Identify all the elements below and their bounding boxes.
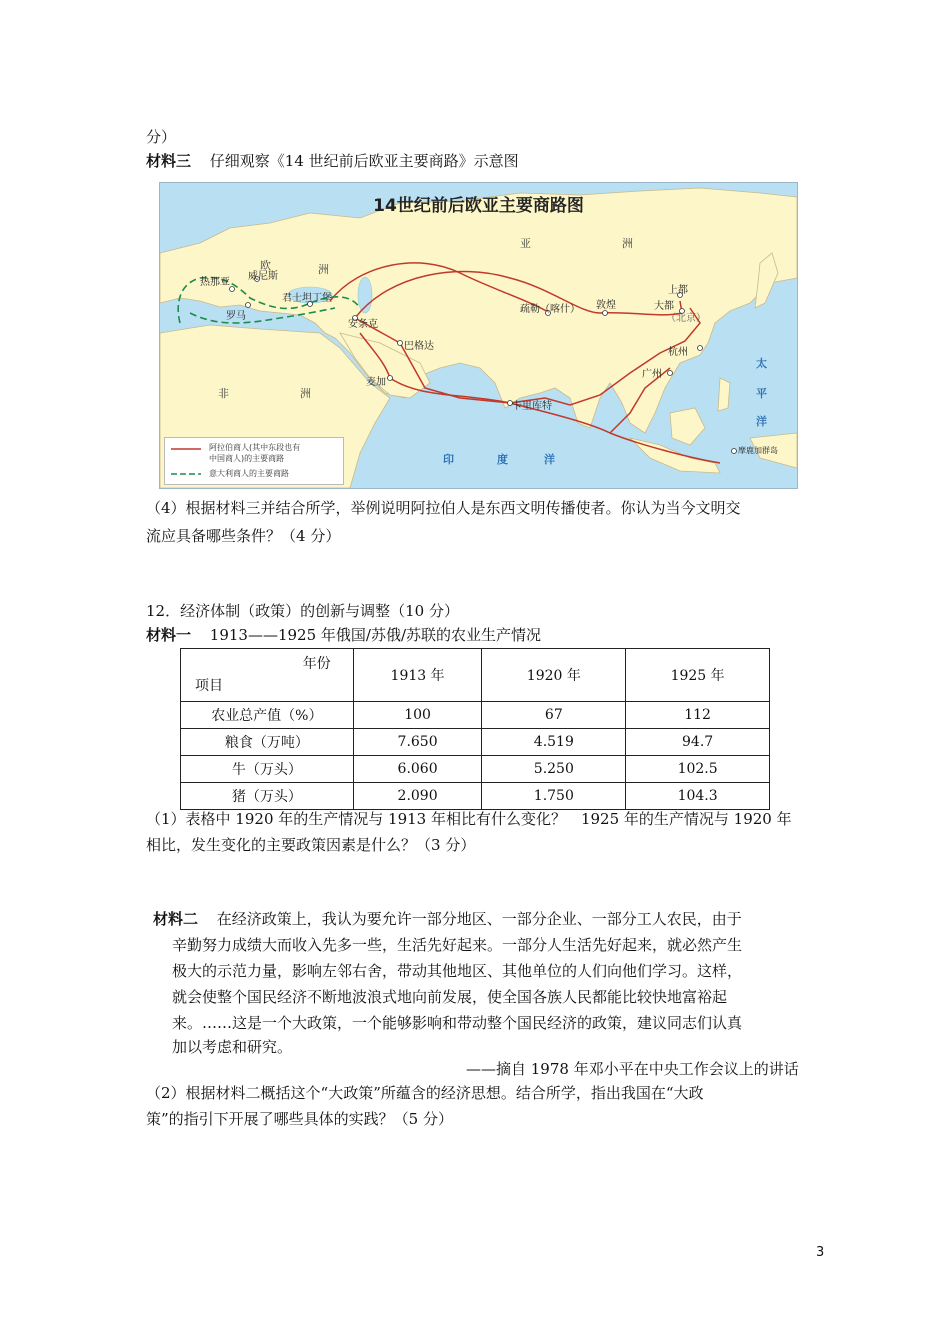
page-number: 3 bbox=[816, 1245, 825, 1260]
southeast-islands bbox=[630, 438, 720, 473]
q12-heading: 12．经济体制（政策）的创新与调整（10 分） bbox=[146, 602, 459, 620]
ocean-indian-2: 度 bbox=[497, 453, 508, 466]
region-africa-1: 非 bbox=[218, 387, 231, 400]
marker-moluccas bbox=[732, 449, 737, 454]
label-antioch: 安条克 bbox=[348, 319, 378, 330]
header-year-1920: 1920 年 bbox=[482, 649, 626, 702]
row-value: 6.060 bbox=[353, 756, 482, 783]
material1-heading bbox=[146, 625, 541, 645]
header-year: 年份 bbox=[302, 656, 331, 672]
label-shangdu: 上都 bbox=[668, 285, 688, 296]
row-value: 2.090 bbox=[353, 783, 482, 810]
row-value: 1.750 bbox=[482, 783, 626, 810]
row-value: 7.650 bbox=[353, 729, 482, 756]
material2-source: ——摘自 1978 年邓小平在中央工作会议上的讲话 bbox=[466, 1060, 799, 1078]
borneo-island bbox=[670, 408, 705, 445]
row-item: 农业总产值（%） bbox=[181, 702, 354, 729]
q12-1-line1: （1）表格中 1920 年的生产情况与 1913 年相比有什么变化？ 1925 年的生产情况与 1920 年 bbox=[146, 810, 792, 828]
label-calicut: 卡里库特 bbox=[512, 401, 552, 412]
q12-2-line1: （2）根据材料二概括这个“大政策”所蕴含的经济思想。结合所学，指出我国在“大政 bbox=[146, 1084, 704, 1102]
row-item: 猪（万头） bbox=[181, 783, 354, 810]
label-rome: 罗马 bbox=[226, 311, 246, 322]
label-venice: 威尼斯 bbox=[248, 271, 278, 282]
table-row bbox=[181, 729, 770, 756]
label-moluccas: 摩鹿加群岛 bbox=[738, 446, 778, 455]
material2-label: 材料二 bbox=[153, 910, 199, 928]
header-year-1913: 1913 年 bbox=[353, 649, 482, 702]
legend-arab-text bbox=[209, 442, 300, 464]
material2-line3: 极大的示范力量，影响左邻右舍，带动其他地区、其他单位的人们向他们学习。这样， bbox=[172, 962, 743, 980]
q4-line1: （4）根据材料三并结合所学，举例说明阿拉伯人是东西文明传播使者。你认为当今文明交 bbox=[146, 499, 741, 517]
table-corner-cell bbox=[181, 649, 354, 702]
legend-arab-line1: 阿拉伯商人(其中东段也有 bbox=[209, 443, 301, 452]
material2-line4: 就会使整个国民经济不断地波浪式地向前发展，使全国各族人民都能比较快地富裕起 bbox=[172, 988, 728, 1006]
material3-heading bbox=[146, 151, 519, 171]
marker-guangzhou bbox=[668, 371, 673, 376]
marker-dunhuang bbox=[603, 311, 608, 316]
material3-intro: 仔细观察《14 世纪前后欧亚主要商路》示意图 bbox=[209, 152, 519, 170]
material2-line6: 加以考虑和研究。 bbox=[172, 1038, 293, 1056]
table-row bbox=[181, 702, 770, 729]
label-constantinople: 君士坦丁堡 bbox=[282, 293, 332, 304]
label-dadu: 大都 bbox=[654, 301, 674, 312]
marker-rome bbox=[246, 303, 251, 308]
row-value: 102.5 bbox=[626, 756, 770, 783]
header-item: 项目 bbox=[195, 678, 223, 694]
region-africa-2: 洲 bbox=[300, 387, 313, 400]
region-europe-1: 欧 bbox=[260, 259, 273, 272]
map-legend bbox=[164, 437, 344, 485]
ocean-pacific-3: 洋 bbox=[756, 415, 767, 428]
table-header-row bbox=[181, 649, 770, 702]
row-value: 67 bbox=[482, 702, 626, 729]
q12-2-line2: 策”的指引下开展了哪些具体的实践？（5 分） bbox=[146, 1110, 453, 1128]
q4-line2: 流应具备哪些条件？（4 分） bbox=[146, 527, 341, 545]
row-value: 4.519 bbox=[482, 729, 626, 756]
label-beijing: （北京） bbox=[666, 313, 706, 324]
material2-text-1: 在经济政策上，我认为要允许一部分地区、一部分企业、一部分工人农民，由于 bbox=[216, 910, 742, 928]
material3-label: 材料三 bbox=[146, 152, 192, 170]
label-genoa: 热那亚 bbox=[200, 277, 230, 288]
philippines-island bbox=[718, 378, 730, 411]
label-hangzhou: 杭州 bbox=[668, 347, 688, 358]
row-value: 94.7 bbox=[626, 729, 770, 756]
row-value: 5.250 bbox=[482, 756, 626, 783]
table-row bbox=[181, 783, 770, 810]
marker-baghdad bbox=[398, 341, 403, 346]
legend-arab-line2: 中国商人)的主要商路 bbox=[209, 454, 285, 463]
row-item: 粮食（万吨） bbox=[181, 729, 354, 756]
material2-line2: 辛勤努力成绩大而收入先多一些，生活先好起来。一部分人生活先好起来，就必然产生 bbox=[172, 936, 743, 954]
ocean-indian-1: 印 bbox=[443, 453, 454, 466]
row-value: 104.3 bbox=[626, 783, 770, 810]
map-title: 14世纪前后欧亚主要商路图 bbox=[373, 196, 584, 216]
label-guangzhou: 广州 bbox=[642, 369, 662, 380]
agriculture-table bbox=[180, 648, 770, 810]
region-asia-2: 洲 bbox=[622, 237, 635, 250]
row-value: 112 bbox=[626, 702, 770, 729]
label-kashgar: 疏勒（喀什） bbox=[520, 304, 580, 315]
marker-genoa bbox=[230, 287, 235, 292]
ocean-pacific-1: 太 bbox=[756, 357, 767, 370]
region-asia-1: 亚 bbox=[520, 237, 533, 250]
material2-line5: 来。……这是一个大政策，一个能够影响和带动整个国民经济的政策，建议同志们认真 bbox=[172, 1014, 743, 1032]
label-mecca: 麦加 bbox=[366, 377, 386, 388]
row-item: 牛（万头） bbox=[181, 756, 354, 783]
table-row bbox=[181, 756, 770, 783]
legend-italian-text: 意大利商人的主要商路 bbox=[209, 469, 289, 478]
header-year-1925: 1925 年 bbox=[626, 649, 770, 702]
legend-swatches bbox=[167, 438, 207, 484]
trade-route-map bbox=[159, 182, 798, 489]
marker-mecca bbox=[388, 376, 393, 381]
continued-text: 分） bbox=[146, 128, 177, 146]
region-europe-2: 洲 bbox=[318, 263, 331, 276]
q12-1-line2: 相比，发生变化的主要政策因素是什么？（3 分） bbox=[146, 836, 476, 854]
material1-label: 材料一 bbox=[146, 626, 192, 644]
marker-hangzhou bbox=[698, 346, 703, 351]
ocean-pacific-2: 平 bbox=[756, 387, 767, 400]
material1-text: 1913——1925 年俄国/苏俄/苏联的农业生产情况 bbox=[209, 626, 542, 644]
material2-line1 bbox=[153, 909, 742, 929]
label-baghdad: 巴格达 bbox=[404, 341, 434, 352]
row-value: 100 bbox=[353, 702, 482, 729]
label-dunhuang: 敦煌 bbox=[596, 300, 616, 311]
ocean-indian-3: 洋 bbox=[544, 453, 555, 466]
